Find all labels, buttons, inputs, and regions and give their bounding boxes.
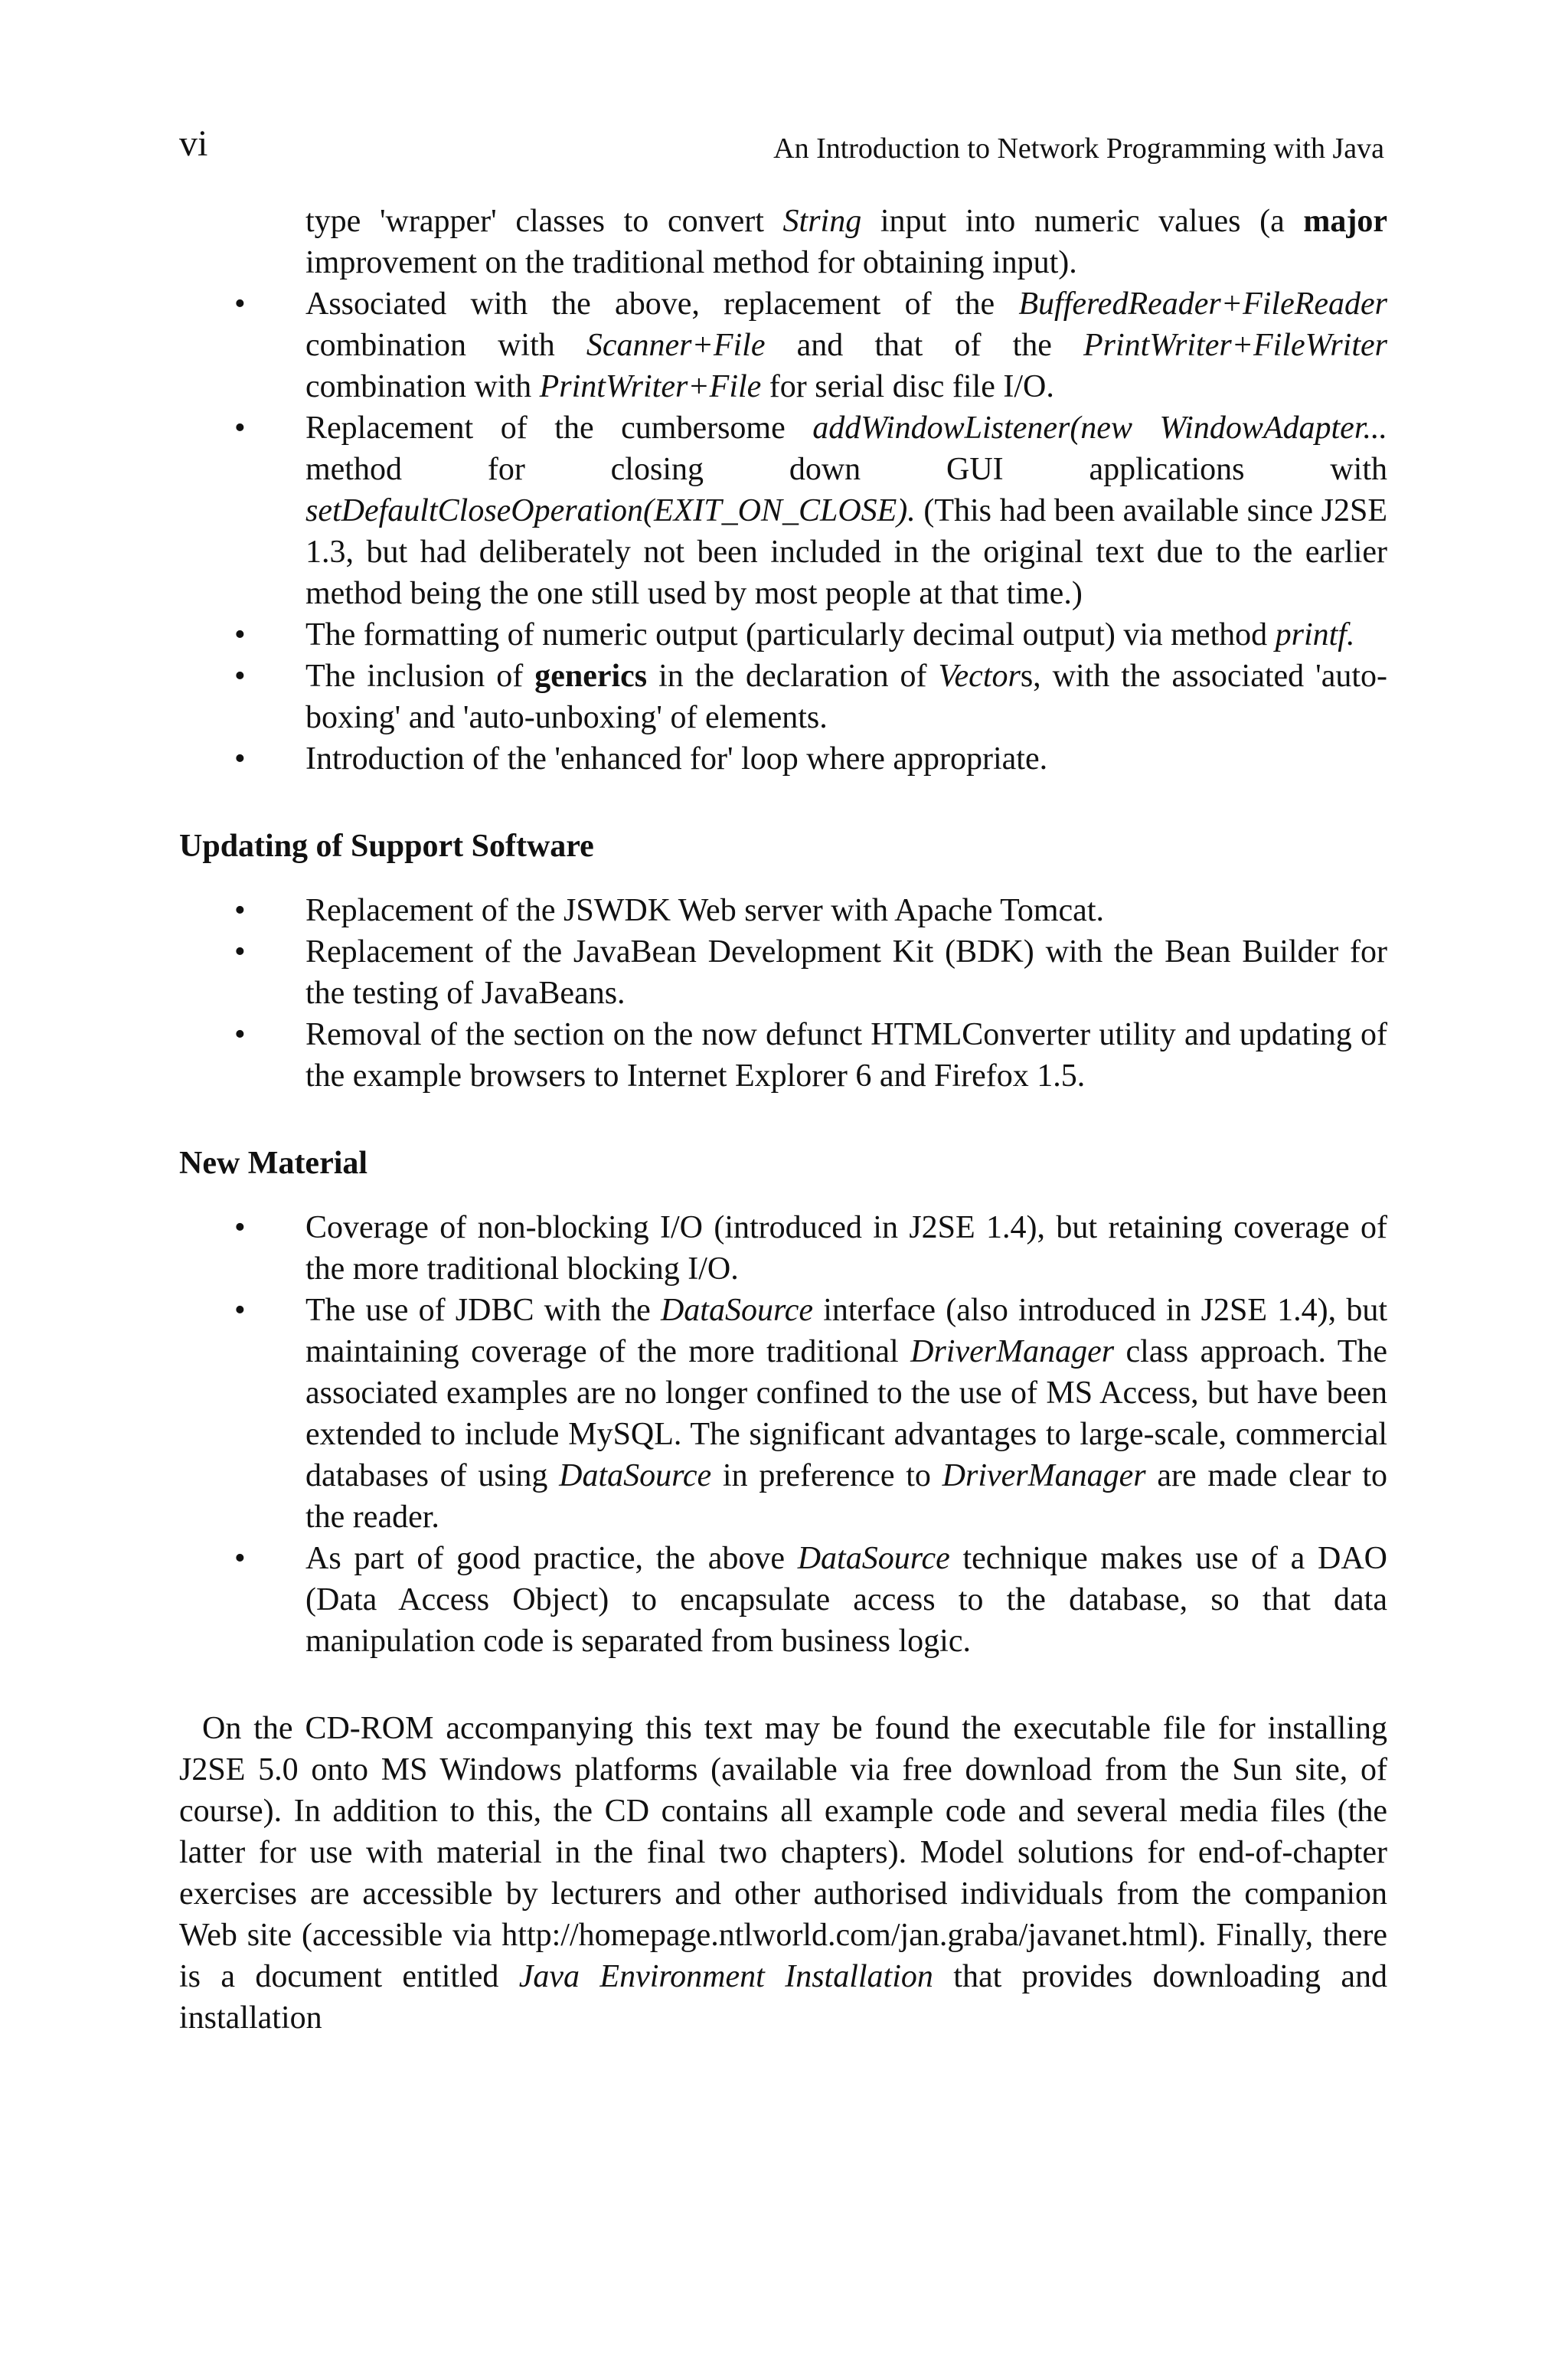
- page-body: [179, 201, 1387, 2039]
- list-item: • Replacement of the JSWDK Web server with Apache Tomcat.: [179, 890, 1387, 931]
- bullet-icon: •: [234, 1017, 246, 1052]
- list-item: • Coverage of non-blocking I/O (introduced in J2SE 1.4), but retaining coverage of the more traditional blocking I/O.: [179, 1207, 1387, 1290]
- list-item: • Associated with the above, replacement of the BufferedReader+FileReader combination with Scanner+File and that of the PrintWriter+FileWriter combination with PrintWriter+File for serial disc file I/O.: [179, 283, 1387, 407]
- list-item: • Replacement of the cumbersome addWindowListener(new WindowAdapter... method for closing down GUI applications with setDefaultCloseOperation(EXIT_ON_CLOSE). (This had been available since J2SE 1.3, but had deliberately not been included in the original text due to the earlier method being the one still used by most people at that time.): [179, 407, 1387, 614]
- bullet-icon: •: [234, 741, 246, 777]
- page-number: vi: [179, 123, 208, 164]
- changes-list: [179, 283, 1387, 780]
- closing-paragraph: On the CD-ROM accompanying this text may be found the executable file for installing J2SE 5.0 onto MS Windows platforms (available via free download from the Sun site, of course). In addition to this, the CD contains all example code and several media files (the latter for use with material in the final two chapters). Model solutions for end-of-chapter exercises are accessible by lecturers and other authorised individuals from the companion Web site (accessible via http://homepage.ntlworld.com/jan.graba/javanet.html). Finally, there is a document entitled Java Environment Installation that provides downloading and installation: [179, 1711, 1387, 2036]
- bullet-icon: •: [234, 1210, 246, 1245]
- list-item: • The inclusion of generics in the declaration of Vectors, with the associated 'auto-boxing' and 'auto-unboxing' of elements.: [179, 656, 1387, 738]
- list-item: • Removal of the section on the now defunct HTMLConverter utility and updating of the example browsers to Internet Explorer 6 and Firefox 1.5.: [179, 1014, 1387, 1097]
- list-item: • Introduction of the 'enhanced for' loop where appropriate.: [179, 738, 1387, 780]
- bullet-icon: •: [234, 893, 246, 928]
- list-item: • As part of good practice, the above DataSource technique makes use of a DAO (Data Access Object) to encapsulate access to the database, so that data manipulation code is separated from business logic.: [179, 1538, 1387, 1662]
- list-item: • The formatting of numeric output (particularly decimal output) via method printf.: [179, 614, 1387, 656]
- section-heading-new-material: New Material: [179, 1146, 368, 1181]
- bullet-icon: •: [234, 659, 246, 694]
- list-item: • The use of JDBC with the DataSource interface (also introduced in J2SE 1.4), but maintaining coverage of the more traditional DriverManager class approach. The associated examples are no longer confined to the use of MS Access, but have been extended to include MySQL. The significant advantages to large-scale, commercial databases of using DataSource in preference to DriverManager are made clear to the reader.: [179, 1290, 1387, 1538]
- bullet-icon: •: [234, 1541, 246, 1576]
- new-material-list: [179, 1207, 1387, 1662]
- bullet-icon: •: [234, 617, 246, 653]
- bullet-icon: •: [234, 410, 246, 446]
- bullet-icon: •: [234, 1293, 246, 1328]
- support-software-list: [179, 890, 1387, 1097]
- section-heading-support-software: Updating of Support Software: [179, 829, 594, 864]
- running-title: An Introduction to Network Programming with Java: [773, 132, 1384, 165]
- continued-bullet-text: type 'wrapper' classes to convert String input into numeric values (a major improvement on the traditional method for obtaining input).: [305, 204, 1387, 280]
- bullet-icon: •: [234, 286, 246, 322]
- bullet-icon: •: [234, 934, 246, 970]
- list-item: • Replacement of the JavaBean Development Kit (BDK) with the Bean Builder for the testing of JavaBeans.: [179, 931, 1387, 1014]
